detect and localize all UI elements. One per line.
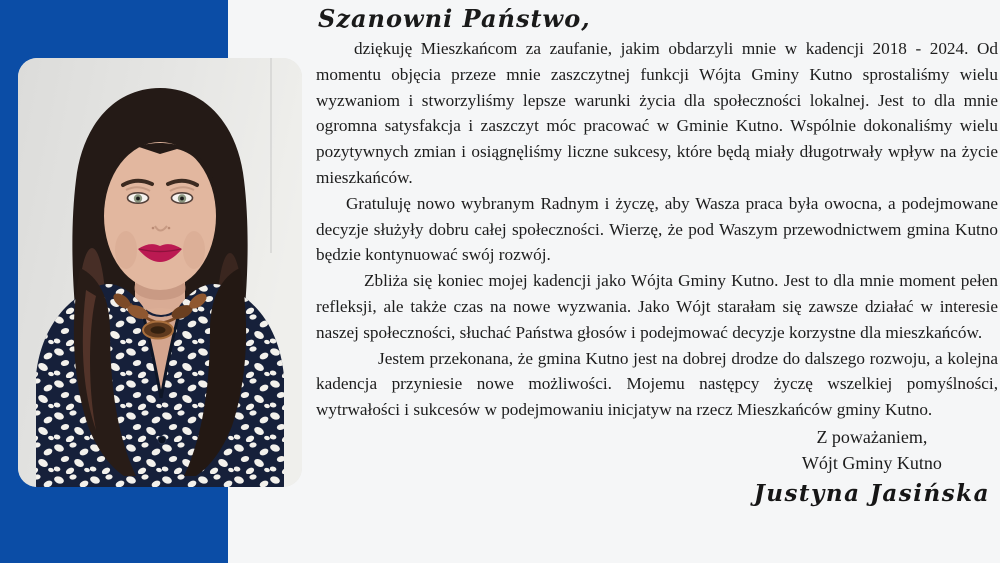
closing-block: [754, 424, 990, 512]
paragraph-thanks: dziękuję Mieszkańcom za zaufanie, jakim obdarzyli mnie w kadencji 2018 - 2024. Od momentu objęcia przeze mnie zaszczytnej funkcji Wójta Gminy Kutno sprostaliśmy wielu wyzwaniom i stworzyliśmy lepsze warunki życia dla społeczności lokalnej. Jest to dla mnie ogromna satysfakcja i zaszczyt móc pracować w Gminie Kutno. Wspólnie dokonaliśmy wielu pozytywnych zmian i osiągnęliśmy liczne sukcesy, które będą miały długotrwały wpływ na życie mieszkańców.: [316, 39, 998, 187]
greeting: Szanowni Państwo,: [318, 4, 591, 33]
paragraph-reflection: Zbliża się koniec mojej kadencji jako Wójta Gminy Kutno. Jest to dla mnie moment pełen refleksji, ale także czas na nowe wyzwania. Jako Wójt starałam się zawsze działać w interesie naszej społeczności, słuchać Państwa głosów i podejmować decyzje korzystne dla mieszkańców.: [316, 271, 998, 342]
paragraph-congratulations: Gratuluję nowo wybranym Radnym i życzę, aby Wasza praca była owocna, a podejmowane decyzje służyły dobru całej społeczności. Wierzę, że pod Waszym przewodnictwem gmina Kutno będzie kontynuować swój rozwój.: [316, 193, 998, 265]
signature-name: Justyna Jasińska: [753, 479, 990, 507]
portrait-photo: [18, 58, 302, 487]
closing-title: Wójt Gminy Kutno: [801, 452, 942, 473]
paragraph-future: Jestem przekonana, że gmina Kutno jest na dobrej drodze do dalszego rozwoju, a kolejna kadencja przyniesie nowe możliwości. Mojemu następcy życzę wszelkiej pomyślności, wytrwałości i sukcesów w podejmowaniu inicjatyw na rzecz Mieszkańców gminy Kutno.: [316, 348, 998, 420]
portrait-illustration: [18, 58, 302, 487]
closing-salutation: Z poważaniem,: [816, 426, 928, 447]
letter-body: [316, 3, 998, 512]
